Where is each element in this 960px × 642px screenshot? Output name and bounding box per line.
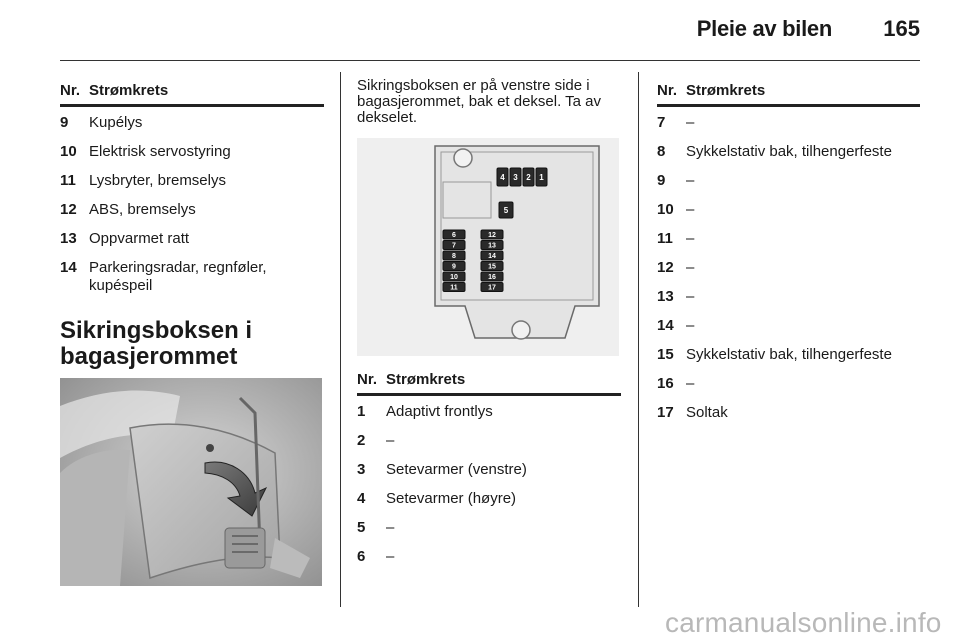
fuse-label: 7 xyxy=(452,242,456,250)
fuse-table-middle xyxy=(357,371,621,577)
table-row xyxy=(357,432,621,450)
fuse-number: 13 xyxy=(657,288,674,305)
table-row xyxy=(657,404,920,422)
fuse-number: 14 xyxy=(60,259,77,276)
circuit-name: Soltak xyxy=(686,404,728,421)
fuse-number: 15 xyxy=(657,346,674,363)
fuse-number: 13 xyxy=(60,230,77,247)
fuse-slot xyxy=(497,168,508,186)
fuse-label: 1 xyxy=(539,172,544,182)
circuit-name: Parkeringsradar, regnføler, kupéspeil xyxy=(89,259,267,294)
table-row xyxy=(60,114,324,132)
table-row xyxy=(657,375,920,393)
circuit-name: – xyxy=(686,201,695,218)
fuse-slot xyxy=(481,283,503,292)
table-row xyxy=(357,548,621,566)
fuse-label: 10 xyxy=(450,274,458,282)
circuit-name: – xyxy=(686,317,695,334)
fuse-number: 6 xyxy=(357,548,366,565)
table-header xyxy=(60,82,324,107)
fuse-number: 10 xyxy=(60,143,77,160)
watermark: carmanualsonline.info xyxy=(665,607,942,638)
fuse-number: 4 xyxy=(357,490,366,507)
circuit-name: – xyxy=(686,375,695,392)
column-header-nr: Nr. xyxy=(60,82,81,99)
fuse-label: 8 xyxy=(452,253,456,261)
column-divider-right xyxy=(638,72,639,607)
fuse-box-diagram xyxy=(357,138,619,356)
fuse-label: 4 xyxy=(500,172,505,182)
header-title: Pleie av bilen xyxy=(696,16,832,41)
fuse-label: 17 xyxy=(488,284,496,292)
circuit-name: – xyxy=(386,432,395,449)
table-row xyxy=(60,230,324,248)
table-row xyxy=(657,143,920,161)
table-row xyxy=(657,201,920,219)
fuse-label: 6 xyxy=(452,232,456,240)
table-row xyxy=(357,461,621,479)
fuse-label: 9 xyxy=(452,263,456,271)
fuse-slot xyxy=(510,168,521,186)
fuse-slot xyxy=(443,251,465,260)
circuit-name: ABS, bremselys xyxy=(89,201,196,218)
fuse-label: 12 xyxy=(488,232,496,240)
circuit-name: Setevarmer (høyre) xyxy=(386,490,517,507)
fuse-number: 8 xyxy=(657,143,666,160)
fuse-label: 15 xyxy=(488,263,496,271)
circuit-name: Lysbryter, bremselys xyxy=(89,172,226,189)
column-header-nr: Nr. xyxy=(357,371,378,388)
circuit-name: Setevarmer (venstre) xyxy=(386,461,527,478)
page-number: 165 xyxy=(883,16,920,41)
fuse-slot xyxy=(443,241,465,250)
fuse-number: 17 xyxy=(657,404,674,421)
fuse-slot xyxy=(443,272,465,281)
circuit-name: – xyxy=(386,519,395,536)
column-header-circuit: Strømkrets xyxy=(89,82,169,99)
fuse-slot xyxy=(536,168,547,186)
fuse-slot xyxy=(481,230,503,239)
table-row xyxy=(657,114,920,132)
circuit-name: – xyxy=(686,259,695,276)
fuse-slot xyxy=(481,251,503,260)
fuse-label: 11 xyxy=(450,284,458,292)
fuse-slot xyxy=(443,230,465,239)
circuit-name: – xyxy=(386,548,395,565)
circuit-name: Elektrisk servostyring xyxy=(89,143,231,160)
fuse-number: 12 xyxy=(657,259,674,276)
table-row xyxy=(657,346,920,364)
table-row xyxy=(60,172,324,190)
fuse-number: 5 xyxy=(357,519,366,536)
fuse-number: 11 xyxy=(657,230,673,247)
table-row xyxy=(60,201,324,219)
fuse-number: 2 xyxy=(357,432,366,449)
circuit-name: – xyxy=(686,288,695,305)
instruction-paragraph: Sikringsboksen er på venstre side i bagasjerommet, bak et deksel. Ta av dekselet. xyxy=(357,77,602,126)
column-header-circuit: Strømkrets xyxy=(686,82,766,99)
circuit-name: – xyxy=(686,230,695,247)
fuse-slot xyxy=(481,262,503,271)
fuse-label: 14 xyxy=(488,253,496,261)
header-divider xyxy=(60,60,920,61)
fuse-slot xyxy=(481,272,503,281)
fuse-label: 16 xyxy=(488,274,496,282)
table-row xyxy=(657,230,920,248)
table-row xyxy=(60,259,324,295)
table-row xyxy=(357,519,621,537)
circuit-name: Kupélys xyxy=(89,114,143,131)
table-row xyxy=(657,259,920,277)
table-row xyxy=(657,317,920,335)
fuse-number: 12 xyxy=(60,201,77,218)
fuse-number: 11 xyxy=(60,172,76,189)
fuse-number: 3 xyxy=(357,461,366,478)
circuit-name: – xyxy=(686,172,695,189)
section-heading: Sikringsboksen i bagasjerommet xyxy=(60,317,253,370)
fuse-number: 7 xyxy=(657,114,666,131)
fuse-number: 14 xyxy=(657,317,674,334)
column-header-circuit: Strømkrets xyxy=(386,371,466,388)
circuit-name: Adaptivt frontlys xyxy=(386,403,493,420)
circuit-name: Oppvarmet ratt xyxy=(89,230,190,247)
circuit-name: – xyxy=(686,114,695,131)
circuit-name: Sykkelstativ bak, tilhengerfeste xyxy=(686,346,892,363)
fuse-table-left xyxy=(60,82,324,306)
table-row xyxy=(657,172,920,190)
column-divider-left xyxy=(340,72,341,607)
fuse-number: 1 xyxy=(357,403,366,420)
fuse-slot xyxy=(443,283,465,292)
fuse-slot xyxy=(523,168,534,186)
table-row xyxy=(60,143,324,161)
fuse-label: 2 xyxy=(526,172,531,182)
table-row xyxy=(357,403,621,421)
circuit-name: Sykkelstativ bak, tilhengerfeste xyxy=(686,143,892,160)
column-header-nr: Nr. xyxy=(657,82,678,99)
table-header xyxy=(657,82,920,107)
fuse-label: 3 xyxy=(513,172,518,182)
table-row xyxy=(357,490,621,508)
fuse-number: 9 xyxy=(657,172,666,189)
fuse-number: 9 xyxy=(60,114,69,131)
fuse-number: 16 xyxy=(657,375,674,392)
fuse-slot xyxy=(443,262,465,271)
fuse-label: 13 xyxy=(488,242,496,250)
fuse-label: 5 xyxy=(503,205,509,215)
fuse-number: 10 xyxy=(657,201,674,218)
fuse-table-right xyxy=(657,82,920,433)
fuse-slot xyxy=(481,241,503,250)
table-header xyxy=(357,371,621,396)
fuse-slot xyxy=(499,202,513,218)
table-row xyxy=(657,288,920,306)
trunk-photo xyxy=(60,378,322,586)
